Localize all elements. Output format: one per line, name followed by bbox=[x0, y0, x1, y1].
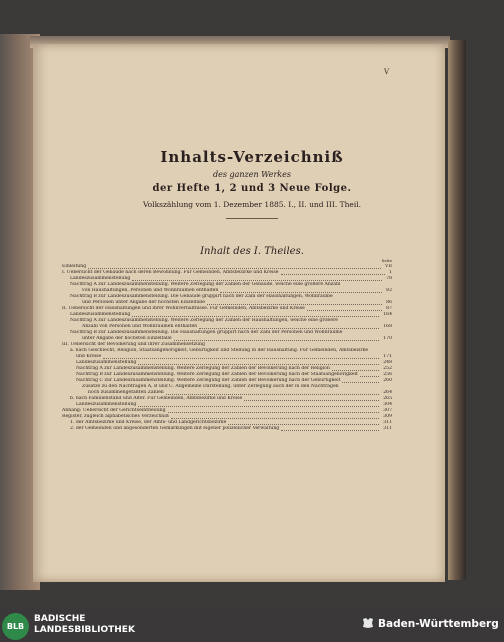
toc-entry-text: noch zusammengefaßten Zahlen bbox=[88, 390, 164, 395]
toc-entry-page: 82 bbox=[386, 288, 392, 293]
toc-entry-text: Nachtrag A zur Landeszusammenstellung. Weitere Zerlegung der Zahlen der Bevölkerung nach der Religion bbox=[76, 366, 330, 371]
toc-leader-dots bbox=[244, 399, 379, 401]
toc-entry-page: 168 bbox=[383, 324, 392, 329]
toc-leader-dots bbox=[138, 363, 379, 365]
toc-entry-text: a. nach Geschlecht, Religion, Staatsangehörigkeit, Gebürtigkeit und Stellung in der Haushaltung. Für Gemeinden, Amtsbezirke bbox=[70, 348, 369, 353]
title-divider bbox=[226, 218, 278, 219]
toc-entry-page: 260 bbox=[383, 378, 392, 383]
table-of-contents bbox=[62, 258, 392, 432]
toc-entry-text: von Haushaltungen, Personen und Wohnräumen enthalten bbox=[82, 288, 219, 293]
toc-leader-dots bbox=[360, 375, 379, 377]
toc-leader-dots bbox=[166, 393, 379, 395]
toc-page-header: Seite bbox=[381, 258, 392, 263]
toc-entry-page: 86 bbox=[386, 300, 392, 305]
toc-leader-dots bbox=[332, 369, 379, 371]
toc-entry-text: Anhang: Uebersicht der Gerichtseintheilung bbox=[62, 408, 166, 413]
toc-entry-text: Anzahl von Personen und Wohnräumen enthalten bbox=[82, 324, 198, 329]
coat-of-arms-icon bbox=[361, 616, 375, 630]
toc-entry-text: 2. der Gemeinden und abgesonderten Gemarkungen mit eigener polizeilicher Verwaltung bbox=[70, 426, 280, 431]
toc-leader-dots bbox=[342, 381, 379, 383]
section-heading: Inhalt des I. Theiles. bbox=[200, 246, 304, 257]
library-name bbox=[34, 614, 135, 636]
toc-entry-page: 265 bbox=[383, 396, 392, 401]
toc-entry-text: Nachtrag B zur Landeszusammenstellung. Die Haushaltungen gruppirt nach der Zahl der Personen und Wohnräume bbox=[70, 330, 343, 335]
toc-leader-dots bbox=[207, 303, 382, 305]
toc-entry-text: 1. der Amtsbezirke und Kreise, der Amts- und Landgerichtsbezirke bbox=[70, 420, 227, 425]
toc-leader-dots bbox=[281, 273, 385, 275]
toc-entry-text: Landeszusammenstellung bbox=[70, 276, 131, 281]
title-line-4: Volkszählung vom 1. Dezember 1885. I., II. und III. Theil. bbox=[142, 200, 362, 209]
toc-entry-page: 311 bbox=[383, 426, 392, 431]
library-name-line2: LANDESBIBLIOTHEK bbox=[34, 625, 135, 635]
toc-leader-dots bbox=[168, 411, 379, 413]
toc-entry-page: 170 bbox=[383, 336, 392, 341]
toc-entry bbox=[62, 426, 392, 432]
title-line-3: der Hefte 1, 2 und 3 Neue Folge. bbox=[152, 183, 352, 194]
toc-entry-text: I. Uebersicht der Gebäude nach deren Bewohnung. Für Gemeinden, Amtsbezirke und Kreise bbox=[62, 270, 279, 275]
toc-leader-dots bbox=[281, 429, 379, 431]
toc-entry-page: 307 bbox=[383, 408, 392, 413]
toc-entry-page: 164 bbox=[383, 312, 392, 317]
toc-entry-text: Nachtrag A zur Landeszusammenstellung. Weitere Zerlegung der Zahlen der Gebäude, welche eine größere Anzahl bbox=[70, 282, 341, 287]
toc-leader-dots bbox=[171, 417, 379, 419]
toc-entry-page: 309 bbox=[383, 414, 392, 419]
toc-entry-page: 304 bbox=[383, 402, 392, 407]
toc-entry-text: III. Uebersicht der Bevölkerung und ihrer Zusammensetzung bbox=[62, 342, 205, 347]
toc-entry-text: Einleitung bbox=[62, 264, 87, 269]
toc-entry-page: 264 bbox=[383, 390, 392, 395]
toc-leader-dots bbox=[138, 405, 379, 407]
toc-entry-text: Nachtrag B zur Landeszusammenstellung. Weitere Zerlegung der Zahlen der Bevölkerung nach der Staatsangehörigkeit bbox=[76, 372, 358, 377]
toc-leader-dots bbox=[174, 339, 379, 341]
toc-entry-page: 171 bbox=[383, 354, 392, 359]
toc-entry-text: Zusätze zu den Nachträgen A, B und C. Allgemeine Darstellung, unter Zerlegung auch der in den Nachträgen bbox=[82, 384, 339, 389]
toc-entry-page: 311 bbox=[383, 420, 392, 425]
toc-entry-text: Landeszusammenstellung bbox=[76, 402, 137, 407]
toc-leader-dots bbox=[103, 357, 379, 359]
toc-leader-dots bbox=[132, 279, 382, 281]
toc-entry-page: VII bbox=[385, 264, 392, 269]
toc-entry-page: 87 bbox=[386, 306, 392, 311]
toc-entry-text: Register, zugleich alphabetisches Verzeichniß bbox=[62, 414, 169, 419]
toc-entry-page: 248 bbox=[383, 360, 392, 365]
toc-entry-page: 256 bbox=[383, 372, 392, 377]
toc-entry-text: Landeszusammenstellung bbox=[76, 360, 137, 365]
toc-entry-page: 252 bbox=[383, 366, 392, 371]
toc-entry-page: 1 bbox=[389, 270, 392, 275]
toc-entry-text: unter Angabe der höchsten Einzelfälle bbox=[82, 336, 172, 341]
toc-leader-dots bbox=[199, 327, 379, 329]
toc-entry-text: b. nach Familienstand und Alter. Für Gemeinden, Amtsbezirke und Kreise bbox=[70, 396, 243, 401]
page-number: V bbox=[384, 68, 390, 76]
toc-entry-text: und Kreise bbox=[76, 354, 102, 359]
toc-leader-dots bbox=[228, 423, 379, 425]
title-line-2: des ganzen Werkes bbox=[212, 170, 291, 179]
toc-entry-page: 78 bbox=[386, 276, 392, 281]
document-title: Inhalts-Verzeichniß bbox=[160, 148, 344, 166]
toc-leader-dots bbox=[307, 309, 382, 311]
book-fore-edge bbox=[448, 40, 466, 580]
toc-entry-text: II. Uebersicht der Haushaltungen und ihrer Wohnverhältnisse. Für Gemeinden, Amtsbezirke und Kreise bbox=[62, 306, 305, 311]
toc-entry-text: und Personen unter Angabe der höchsten Einzelfälle bbox=[82, 300, 205, 305]
toc-leader-dots bbox=[220, 291, 382, 293]
toc-leader-dots bbox=[88, 267, 381, 269]
blb-logo: BLB bbox=[2, 613, 29, 640]
state-name: Baden-Württemberg bbox=[378, 618, 499, 630]
toc-leader-dots bbox=[132, 315, 379, 317]
toc-entry-text: Landeszusammenstellung bbox=[70, 312, 131, 317]
toc-entry-text: Nachtrag C zur Landeszusammenstellung. Weitere Zerlegung der Zahlen der Bevölkerung nach der Gebürtigkeit bbox=[76, 378, 341, 383]
toc-entry-text: Nachtrag A zur Landeszusammenstellung. Weitere Zerlegung der Zahlen der Haushaltungen, welche eine größere bbox=[70, 318, 338, 323]
library-name-line1: BADISCHE bbox=[34, 614, 86, 624]
toc-entry-text: Nachtrag B zur Landeszusammenstellung. Die Gebäude gruppirt nach der Zahl der Haushaltungen, Wohnräume bbox=[70, 294, 333, 299]
